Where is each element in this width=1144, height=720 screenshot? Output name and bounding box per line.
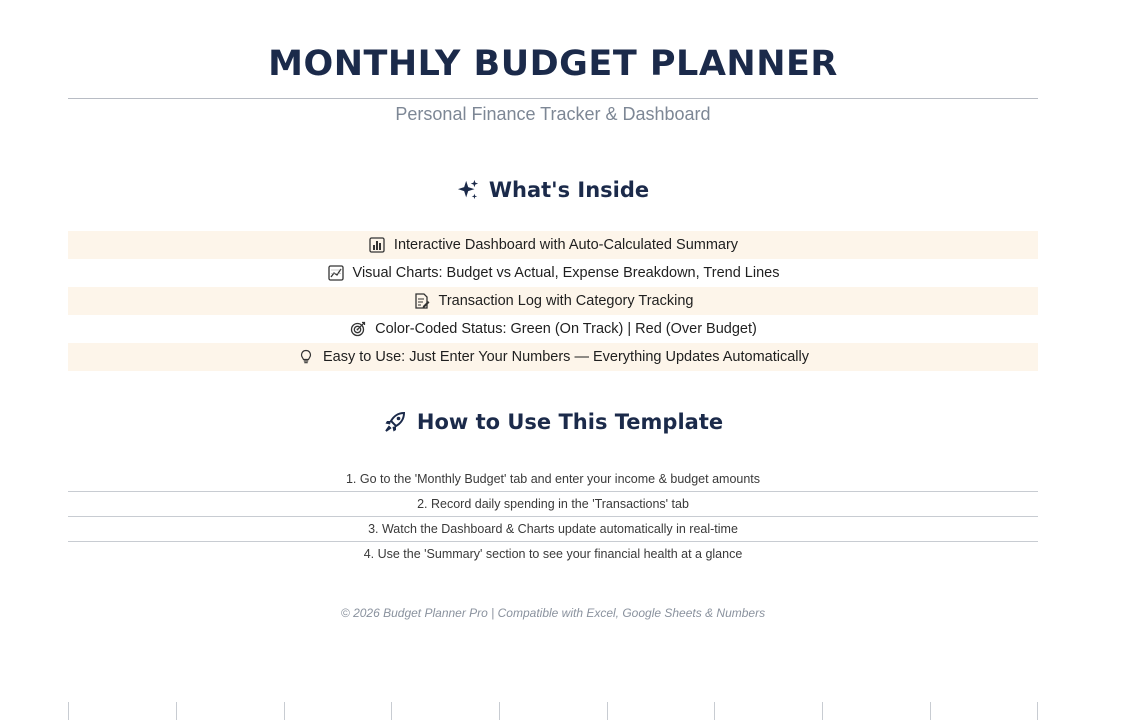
feature-item-label: Easy to Use: Just Enter Your Numbers — Everything Updates Automatically [323,349,809,365]
feature-item [68,231,1038,259]
bar-chart-icon [368,236,386,254]
gridline [499,702,500,720]
steps-list [68,467,1038,566]
feature-item [68,259,1038,287]
gridline [284,702,285,720]
step-item: 2. Record daily spending in the 'Transactions' tab [68,492,1038,517]
line-chart-icon [327,264,345,282]
gridline [822,702,823,720]
gridline [391,702,392,720]
page-subtitle: Personal Finance Tracker & Dashboard [395,104,711,124]
whats-inside-heading [68,178,1038,202]
feature-item [68,343,1038,371]
gridline [1037,702,1038,720]
step-item: 4. Use the 'Summary' section to see your financial health at a glance [363,547,743,561]
rocket-icon [383,410,407,434]
footer-note: © 2026 Budget Planner Pro | Compatible with Excel, Google Sheets & Numbers [340,606,766,620]
gridline [714,702,715,720]
whats-inside-heading-text: What's Inside [488,178,650,202]
gridline [176,702,177,720]
feature-item [68,287,1038,315]
target-icon [349,320,367,338]
gridline [607,702,608,720]
lightbulb-icon [297,348,315,366]
step-item: 1. Go to the 'Monthly Budget' tab and enter your income & budget amounts [68,467,1038,492]
gridline [930,702,931,720]
title-divider [68,98,1038,99]
sheet-gridlines [0,702,1144,720]
feature-item [68,315,1038,343]
feature-item-label: Interactive Dashboard with Auto-Calculated Summary [393,237,739,253]
feature-item-label: Visual Charts: Budget vs Actual, Expense Breakdown, Trend Lines [352,265,780,281]
feature-list [68,231,1038,371]
how-to-use-heading [68,410,1038,434]
sparkle-icon [457,179,479,201]
how-to-use-heading-text: How to Use This Template [416,410,724,434]
memo-icon [413,292,431,310]
feature-item-label: Transaction Log with Category Tracking [438,293,694,309]
page-title: MONTHLY BUDGET PLANNER [268,44,838,84]
gridline [68,702,69,720]
step-item: 3. Watch the Dashboard & Charts update automatically in real-time [68,517,1038,542]
feature-item-label: Color-Coded Status: Green (On Track) | Red (Over Budget) [375,321,757,337]
